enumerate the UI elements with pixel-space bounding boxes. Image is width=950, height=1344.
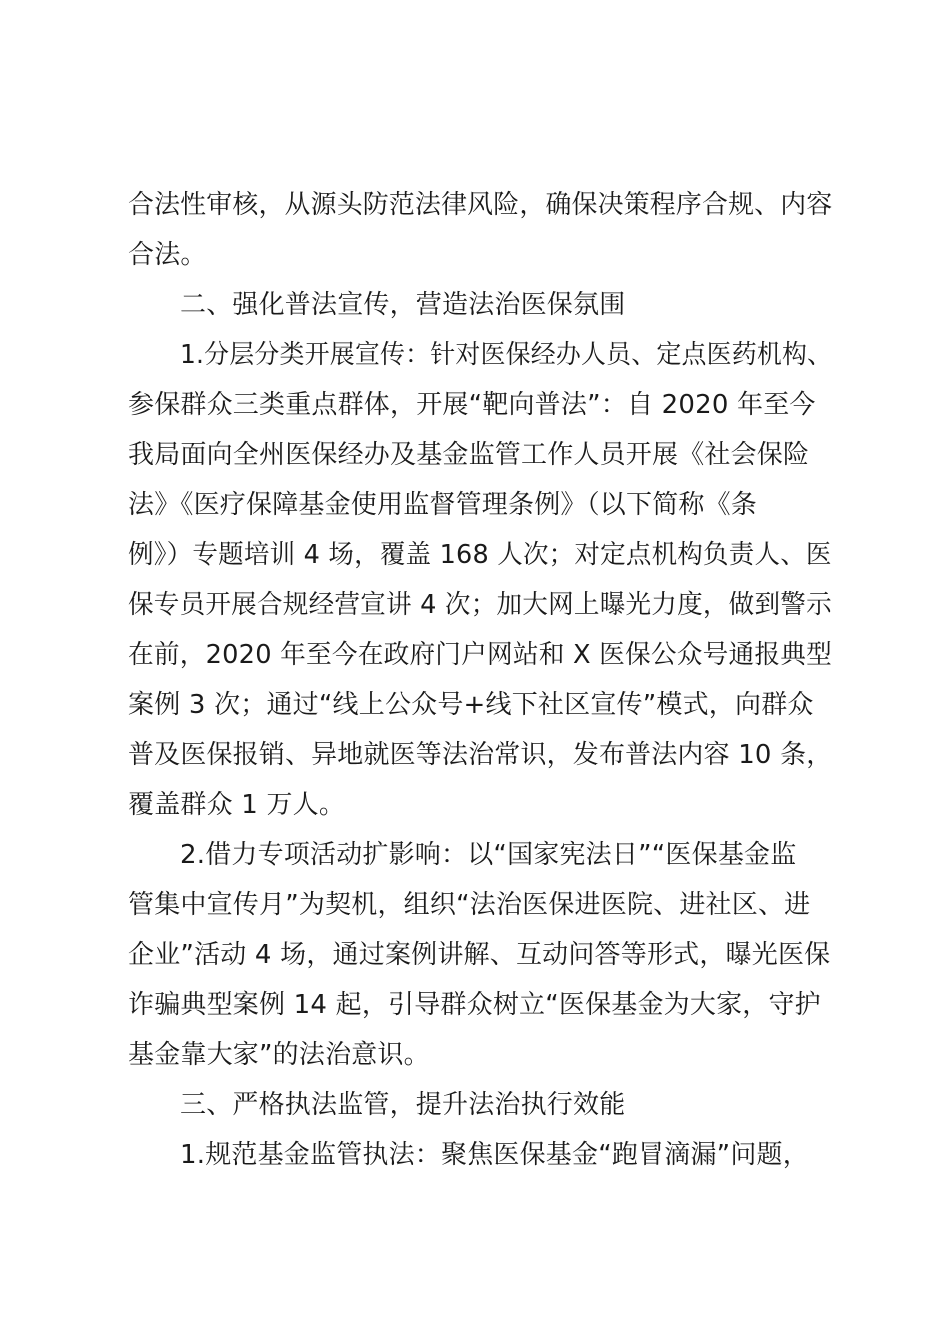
body-text-line: 诈骗典型案例 14 起，引导群众树立“医保基金为大家，守护 [128,990,821,1020]
body-text-line: 基金靠大家”的法治意识。 [128,1040,430,1070]
body-text-line: 在前，2020 年至今在政府门户网站和 X 医保公众号通报典型 [128,640,833,670]
body-text-line: 法》《医疗保障基金使用监督管理条例》（以下简称《条 [128,490,758,520]
body-text-line: 合法性审核，从源头防范法律风险，确保决策程序合规、内容 [128,190,833,220]
paragraph-start-line: 1.规范基金监管执法：聚焦医保基金“跑冒滴漏”问题， [180,1140,809,1170]
body-text-line: 覆盖群众 1 万人。 [128,790,346,820]
body-text-line: 例》）专题培训 4 场，覆盖 168 人次；对定点机构负责人、医 [128,540,832,570]
body-text-line: 我局面向全州医保经办及基金监管工作人员开展《社会保险 [128,440,810,470]
body-text-line: 合法。 [128,240,207,270]
body-text-line: 普及医保报销、异地就医等法治常识，发布普法内容 10 条， [128,740,833,770]
section-heading: 二、强化普法宣传，营造法治医保氛围 [180,290,626,320]
body-text-line: 保专员开展合规经营宣讲 4 次；加大网上曝光力度，做到警示 [128,590,832,620]
body-text-line: 管集中宣传月”为契机，组织“法治医保进医院、进社区、进 [128,890,811,920]
section-heading: 三、严格执法监管，提升法治执行效能 [180,1090,626,1120]
paragraph-start-line: 1.分层分类开展宣传：针对医保经办人员、定点医药机构、 [180,340,833,370]
body-text-line: 参保群众三类重点群体，开展“靶向普法”：自 2020 年至今 [128,390,816,420]
paragraph-start-line: 2.借力专项活动扩影响：以“国家宪法日”“医保基金监 [180,840,797,870]
body-text-line: 案例 3 次；通过“线上公众号+线下社区宣传”模式，向群众 [128,690,814,720]
body-text-line: 企业”活动 4 场，通过案例讲解、互动问答等形式，曝光医保 [128,940,831,970]
